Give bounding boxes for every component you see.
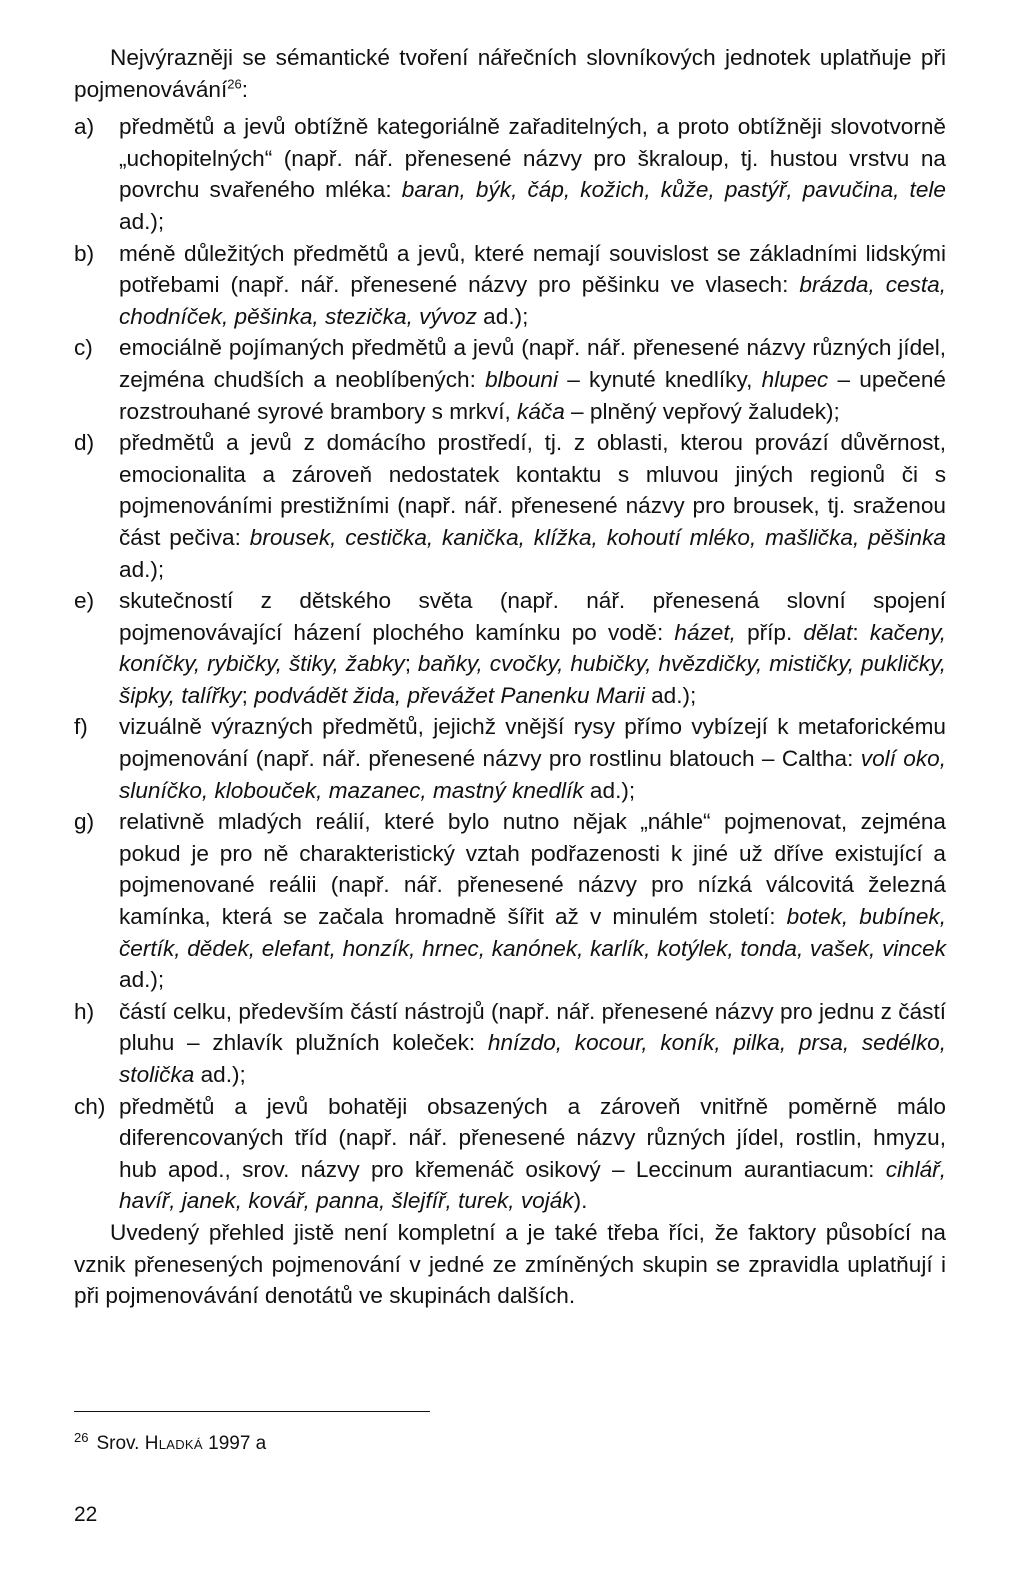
list-item xyxy=(74,806,946,996)
item-text: emociálně pojímaných předmětů a jevů (např. nář. přenesené názvy různých jídel, zejména chudších a neoblíbených: xyxy=(119,335,946,392)
page-number: 22 xyxy=(74,1503,98,1526)
list-item-marker: g) xyxy=(74,809,95,835)
example-terms: hlupec xyxy=(761,366,829,392)
example-terms: volí oko, sluníčko, klobouček, mazanec, mastný knedlík xyxy=(119,746,946,803)
item-text: relativně mladých reálií, které bylo nutno nějak „náhle“ pojmenovat, zejména pokud je pro ně charakteristický vztah podřazenosti k jiné už dříve existující a pojmenované reálii (např. nář. přenesené názvy pro nízká válcovitá železná kamínka, která se začala hromadně šířit až v minulém století: xyxy=(119,809,946,930)
example-terms: hnízdo, kocour, koník, pilka, prsa, sedélko, stolička xyxy=(119,1030,946,1087)
item-text: ad.); xyxy=(194,1062,246,1087)
list-item xyxy=(74,711,946,806)
example-terms: dělat xyxy=(803,619,853,645)
item-text: méně důležitých předmětů a jevů, které nemají souvislost se základními lidskými potřebami (např. nář. přenesené názvy pro pěšinku ve vlasech: xyxy=(119,240,946,298)
item-text: ; xyxy=(241,682,255,708)
item-text: – upečené rozstrouhané syrové brambory s mrkví, xyxy=(119,366,946,424)
list-item-marker: d) xyxy=(74,430,95,456)
footnote-author: Hladká xyxy=(144,1433,203,1454)
intro-paragraph xyxy=(74,42,946,105)
item-text: ad.); xyxy=(119,967,165,993)
example-terms: blbouni xyxy=(485,366,558,392)
example-terms: brousek, cestička, kanička, klížka, kohoutí mléko, mašlička, pěšinka xyxy=(249,524,946,550)
footnote-suffix: 1997 a xyxy=(202,1433,267,1454)
example-terms: botek, bubínek, čertík, dědek, elefant, honzík, hrnec, kanónek, karlík, kotýlek, tonda, vašek, vincek xyxy=(119,904,946,961)
item-text: předmětů a jevů z domácího prostředí, tj. z oblasti, kterou provází důvěrnost, emocionalita a zároveň nedostatek kontaktu s mluvou jiných regionů či s pojmenováními prestižními (např. nář. přenesené názvy pro brousek, tj. sraženou část pečiva: xyxy=(119,430,946,550)
footnote-reference[interactable]: 26 xyxy=(227,76,242,92)
footnote-number: 26 xyxy=(74,1429,89,1445)
item-text: předmětů a jevů obtížně kategoriálně zařaditelných, a proto obtížněji slovotvorně „uchopitelných“ (např. nář. přenesené názvy pro škraloup, tj. hustou vrstvu na povrchu svařeného mléka: xyxy=(119,114,946,203)
list-item xyxy=(74,332,946,427)
item-text: ad.); xyxy=(644,682,697,708)
example-terms: baňky, cvočky, hubičky, hvězdičky, mističky, pukličky, šipky, talířky xyxy=(119,651,947,708)
footnote-prefix: Srov. xyxy=(96,1433,145,1454)
item-text: vizuálně výrazných předmětů, jejichž vnější rysy přímo vybízejí k metaforickému pojmenování (např. nář. přenesené názvy pro rostlinu blatouch – Caltha: xyxy=(119,714,946,772)
example-terms: kačeny, koníčky, rybičky, štiky, žabky xyxy=(119,619,946,677)
item-text: částí celku, především částí nástrojů (např. nář. přenesené názvy pro jednu z částí pluhu – zhlavík plužních koleček: xyxy=(119,998,946,1056)
item-text: : xyxy=(852,619,870,645)
list-item xyxy=(74,427,946,585)
list-item-marker: ch) xyxy=(74,1093,106,1119)
example-terms: cihlář, havíř, janek, kovář, panna, šlejfíř, turek, voják xyxy=(119,1156,946,1214)
body-text xyxy=(74,42,946,1312)
footnote-separator xyxy=(74,1411,430,1412)
item-text: skutečností z dětského světa (např. nář. přenesená slovní spojení pojmenovávající házení plochého kamínku po vodě: xyxy=(119,588,946,645)
item-text: – plněný vepřový žaludek); xyxy=(564,398,840,424)
list-item xyxy=(74,111,946,237)
list-item xyxy=(74,996,946,1091)
list-item xyxy=(74,585,946,711)
intro-text: Nejvýrazněji se sémantické tvoření nářečních slovníkových jednotek uplatňuje při pojmenovávání xyxy=(74,45,946,102)
example-terms: káča xyxy=(517,398,565,424)
item-text: ad.); xyxy=(583,777,636,803)
list-item xyxy=(74,1091,946,1217)
footnote xyxy=(74,1431,266,1457)
category-list xyxy=(74,111,946,1217)
example-terms: podvádět žida, převážet Panenku Marii xyxy=(254,682,645,708)
list-item-marker: f) xyxy=(74,714,88,740)
item-text: příp. xyxy=(735,619,804,645)
item-text: ; xyxy=(404,651,418,677)
item-text: ad.); xyxy=(119,556,165,582)
list-item-marker: e) xyxy=(74,588,95,614)
item-text: ad.); xyxy=(119,208,165,234)
example-terms: házet, xyxy=(674,619,736,645)
closing-paragraph: Uvedený přehled jistě není kompletní a je také třeba říci, že faktory působící na vznik přenesených pojmenování v jedné ze zmíněných skupin se zpravidla uplatňují i při pojmenovávání denotátů ve skupinách dalších. xyxy=(74,1219,946,1309)
list-item xyxy=(74,238,946,333)
list-item-marker: b) xyxy=(74,240,95,266)
item-text: ). xyxy=(573,1188,588,1214)
item-text: předmětů a jevů bohatěji obsazených a zároveň vnitřně poměrně málo diferencovaných tříd (např. nář. přenesené názvy různých jídel, rostlin, hmyzu, hub apod., srov. názvy pro křemenáč osikový – Leccinum aurantiacum: xyxy=(119,1093,946,1182)
intro-colon: : xyxy=(241,76,248,102)
example-terms: baran, býk, čáp, kožich, kůže, pastýř, pavučina, tele xyxy=(401,177,946,203)
example-terms: brázda, cesta, chodníček, pěšinka, stezička, vývoz xyxy=(119,272,946,329)
item-text: ad.); xyxy=(476,303,529,329)
list-item-marker: h) xyxy=(74,998,95,1024)
list-item-marker: a) xyxy=(74,114,95,140)
list-item-marker: c) xyxy=(74,335,93,361)
item-text: – kynuté knedlíky, xyxy=(557,366,762,392)
